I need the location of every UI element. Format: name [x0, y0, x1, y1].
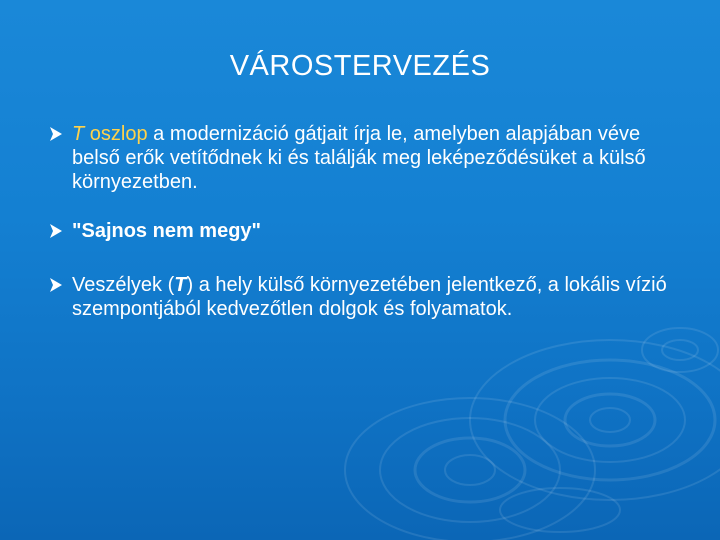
bullet-item-1 — [50, 122, 690, 194]
bullet-text: a modernizáció gátjait írja le, amelyben alapjában véve belső erők vetítődnek ki és találják meg leképeződésüket a külső környezetben. — [72, 123, 646, 193]
bullet-list — [50, 122, 690, 346]
arrowhead-bullet-icon — [50, 278, 62, 292]
bullet-text-before: Veszélyek ( — [72, 274, 175, 296]
t-emphasis: T — [174, 274, 187, 296]
t-letter: T — [72, 123, 85, 145]
arrowhead-bullet-icon — [50, 224, 62, 238]
bullet-item-2 — [50, 219, 690, 243]
arrowhead-bullet-icon — [50, 127, 62, 141]
bullet-item-3 — [50, 273, 690, 321]
bullet-text-after: ) a hely külső környezetében jelentkező, a lokális vízió szempontjából kedvezőtlen dolgok és folyamatok. — [72, 274, 667, 320]
slide-title: VÁROSTERVEZÉS — [229, 50, 491, 82]
bullet-text: "Sajnos nem megy" — [72, 220, 262, 242]
oszlop-word: oszlop — [84, 123, 148, 145]
